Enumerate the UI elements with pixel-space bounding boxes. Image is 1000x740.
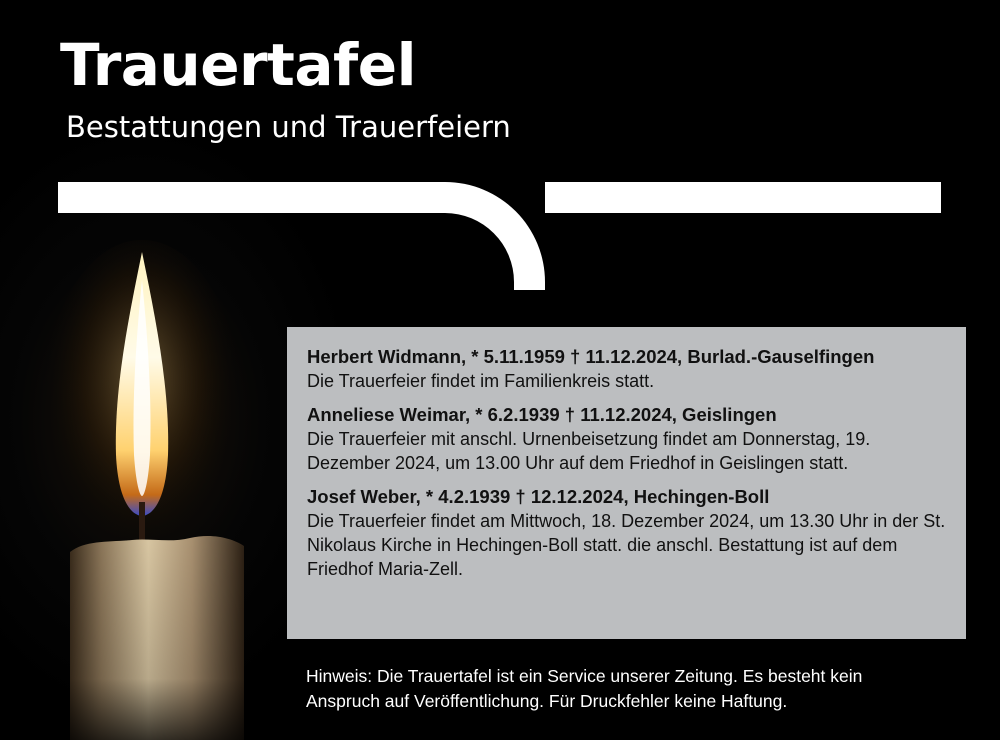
notice-box (287, 327, 966, 639)
entry-heading: Herbert Widmann, * 5.11.1959 † 11.12.2024, Burlad.-Gauselfingen (307, 346, 875, 367)
candle-icon (40, 240, 260, 740)
entry-text: Die Trauerfeier findet im Familienkreis statt. (307, 371, 655, 391)
entry-text: Die Trauerfeier findet am Mittwoch, 18. Dezember 2024, um 13.30 Uhr in der St. Nikolaus Kirche in Hechingen-Boll statt. die anschl. Bestattung ist auf dem Friedhof Maria-Zell. (307, 511, 946, 579)
disclaimer-note: Hinweis: Die Trauertafel ist ein Service unserer Zeitung. Es besteht kein Anspruch auf Veröffentlichung. Für Druckfehler keine Haftung. (306, 666, 863, 711)
obituary-entry (307, 345, 948, 393)
obituary-entry (307, 485, 948, 581)
page-subtitle: Bestattungen und Trauerfeiern (66, 110, 511, 144)
entry-heading: Anneliese Weimar, * 6.2.1939 † 11.12.2024, Geislingen (307, 404, 777, 425)
obituary-entry (307, 403, 948, 475)
page-title: Trauertafel (60, 31, 416, 99)
entry-heading: Josef Weber, * 4.2.1939 † 12.12.2024, Hechingen-Boll (307, 486, 770, 507)
entry-text: Die Trauerfeier mit anschl. Urnenbeisetzung findet am Donnerstag, 19. Dezember 2024, um 13.00 Uhr auf dem Friedhof in Geislingen statt. (307, 429, 871, 473)
